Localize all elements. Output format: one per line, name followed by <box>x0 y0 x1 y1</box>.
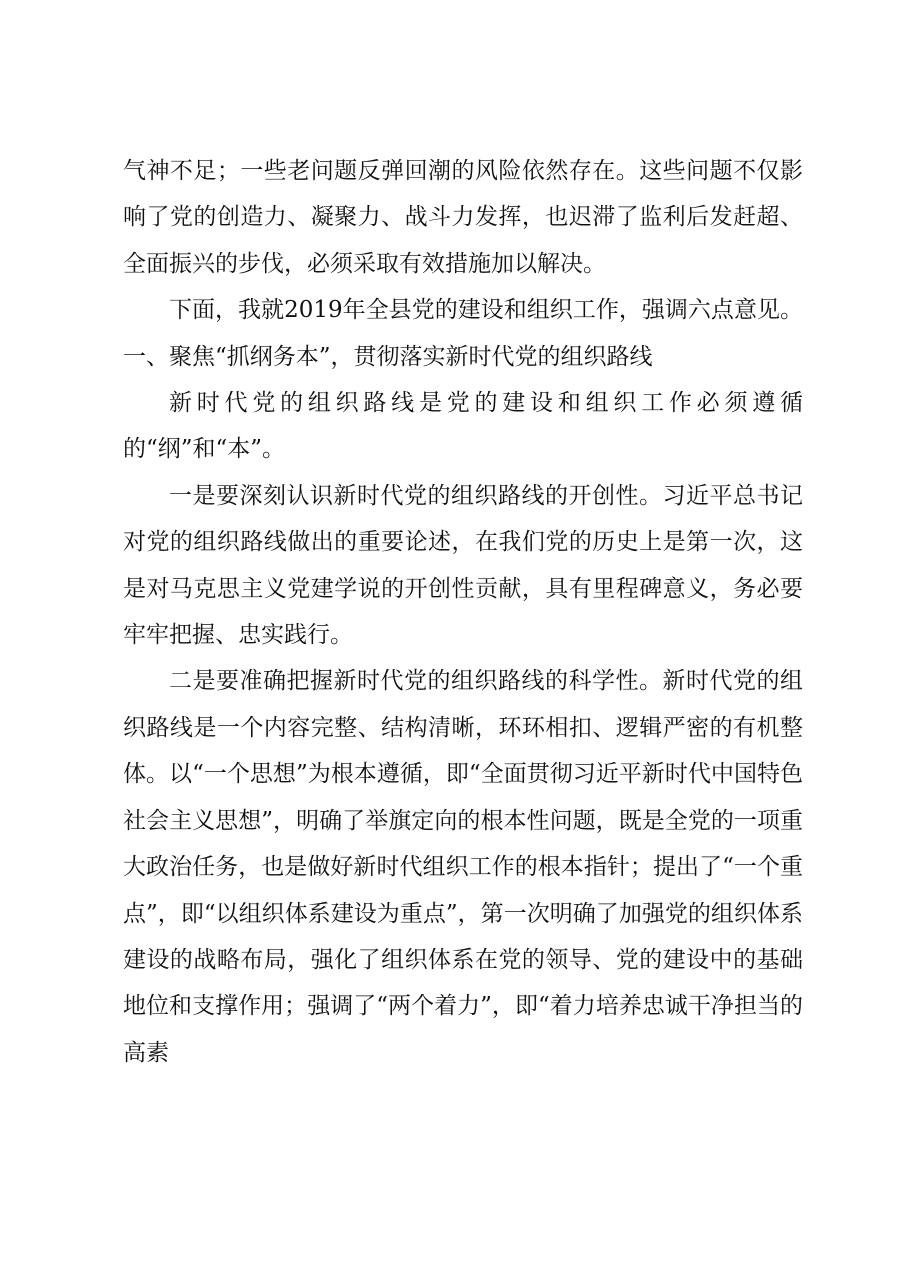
paragraph-point-one: 一是要深刻认识新时代党的组织路线的开创性。习近平总书记对党的组织路线做出的重要论述，在我们党的历史上是第一次，这是对马克思主义党建学说的开创性贡献，具有里程碑意义，务必要牢牢把握、忠实践行。 <box>123 482 803 649</box>
paragraph-continuation: 气神不足；一些老问题反弹回潮的风险依然存在。这些问题不仅影响了党的创造力、凝聚力、战斗力发挥，也迟滞了监利后发赶超、全面振兴的步伐，必须采取有效措施加以解决。 <box>123 158 803 277</box>
document-body <box>123 148 803 1076</box>
paragraph-organization-line: 新时代党的组织路线是党的建设和组织工作必须遵循的“纲”和“本”。 <box>123 390 803 463</box>
paragraph-intro: 下面，我就2019年全县党的建设和组织工作，强调六点意见。一、聚焦“抓纲务本”，贯彻落实新时代党的组织路线 <box>123 297 803 370</box>
paragraph-point-two: 二是要准确把握新时代党的组织路线的科学性。新时代党的组织路线是一个内容完整、结构清晰，环环相扣、逻辑严密的有机整体。以“一个思想”为根本遵循，即“全面贯彻习近平新时代中国特色社会主义思想”，明确了举旗定向的根本性问题，既是全党的一项重大政治任务，也是做好新时代组织工作的根本指针；提出了“一个重点”，即“以组织体系建设为重点”，第一次明确了加强党的组织体系建设的战略布局，强化了组织体系在党的领导、党的建设中的基础地位和支撑作用；强调了“两个着力”，即“着力培养忠诚干净担当的高素 <box>123 668 803 1066</box>
